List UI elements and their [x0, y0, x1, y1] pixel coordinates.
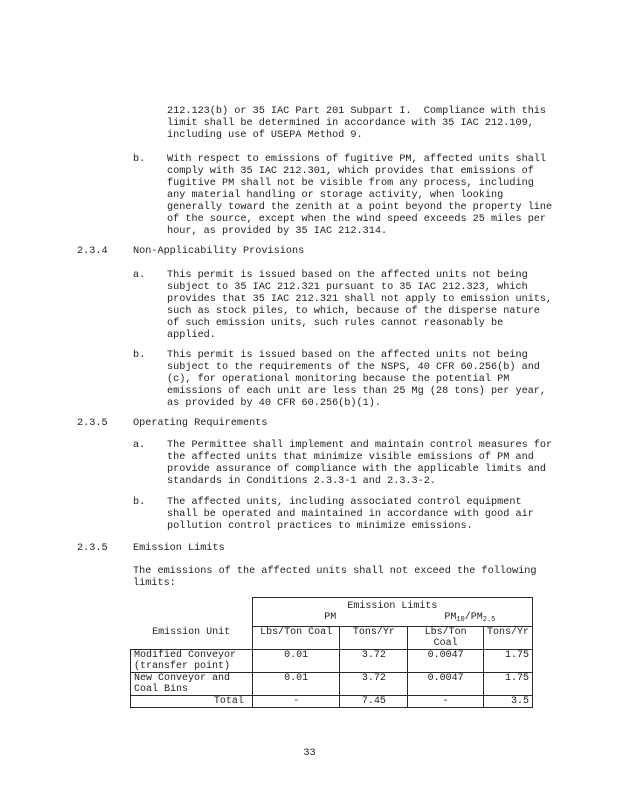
section-number: 2.3.4 [77, 246, 108, 257]
col-lbs-pm: Lbs/Ton Coal [252, 627, 340, 650]
item-b-text: With respect to emissions of fugitive PM, affected units shall comply with 35 IAC 212.301, which provides that emissions of fugitive PM shall not be visible from any process, including any material handling or storage activity, when looking generally toward the zenith at a point beyond the property line of the source, except when the wind speed exceeds 25 miles per hour, as provided by 35 IAC 212.314. [167, 154, 553, 237]
table-pollutant-header-row [131, 612, 533, 627]
emission-limits-intro: The emissions of the affected units shall not exceed the following limits: [133, 566, 537, 589]
lbs-pm-cell: 0.01 [252, 673, 340, 696]
item-a-label: a. [133, 270, 146, 281]
lbs-pm10-cell: 0.0047 [408, 650, 484, 673]
section-number: 2.3.5 [77, 418, 108, 429]
tons-pm10-cell: 1.75 [483, 650, 532, 673]
col-emission-unit: Emission Unit [131, 627, 253, 650]
table-row [131, 673, 533, 696]
total-tons-pm: 7.45 [340, 696, 408, 708]
total-lbs-pm: - [252, 696, 340, 708]
item-a-text: The Permittee shall implement and maintain control measures for the affected units that minimize visible emissions of PM and provide assurance of compliance with the applicable limits and standards in Conditions 2.3.3-1 and 2.3.3-2. [167, 440, 553, 487]
group-header: Emission Limits [252, 598, 532, 613]
total-label: Total [131, 696, 253, 708]
unit-cell: Modified Conveyor (transfer point) [131, 650, 253, 673]
table-column-header-row [131, 627, 533, 650]
tons-pm-cell: 3.72 [340, 650, 408, 673]
col-tons-pm10: Tons/Yr [483, 627, 532, 650]
page-number: 33 [303, 748, 316, 759]
section-title: Operating Requirements [133, 418, 268, 429]
tons-pm-cell: 3.72 [340, 673, 408, 696]
total-tons-pm10: 3.5 [483, 696, 532, 708]
lbs-pm10-cell: 0.0047 [408, 673, 484, 696]
tons-pm10-cell: 1.75 [483, 673, 532, 696]
unit-cell: New Conveyor and Coal Bins [131, 673, 253, 696]
item-b-text: The affected units, including associated control equipment shall be operated and maintained in accordance with good air pollution control practices to minimize emissions. [167, 497, 534, 532]
table-total-row [131, 696, 533, 708]
pm10-header: $PM_{10}/PM_{2.5}$ [408, 612, 533, 627]
pm-header: PM [252, 612, 407, 627]
table-row [131, 650, 533, 673]
continuation-text: 212.123(b) or 35 IAC Part 201 Subpart I. Compliance with this limit shall be determined in accordance with 35 IAC 212.109, including use of USEPA Method 9. [167, 106, 547, 141]
table-group-header-row [131, 598, 533, 613]
item-b-text: This permit is issued based on the affected units not being subject to the requirements of the NSPS, 40 CFR 60.256(b) and (c), for operational monitoring because the potential PM emissions of each unit are less than 25 Mg (28 tons) per year, as provided by 40 CFR 60.256(b)(1). [167, 350, 547, 409]
section-title: Non-Applicability Provisions [133, 246, 305, 257]
section-number: 2.3.5 [77, 543, 108, 554]
item-b-label: b. [133, 497, 146, 508]
item-a-text: This permit is issued based on the affected units not being subject to 35 IAC 212.321 pursuant to 35 IAC 212.323, which provides that 35 IAC 212.321 shall not apply to emission units, such as stock piles, to which, because of the disperse nature of such emission units, such rules cannot reasonably be applied. [167, 270, 553, 341]
section-title: Emission Limits [133, 543, 225, 554]
col-tons-pm: Tons/Yr [340, 627, 408, 650]
item-a-label: a. [133, 440, 146, 451]
total-lbs-pm10: - [408, 696, 484, 708]
emission-limits-table [130, 597, 533, 708]
item-b-label: b. [133, 350, 146, 361]
col-lbs-pm10: Lbs/Ton Coal [408, 627, 484, 650]
lbs-pm-cell: 0.01 [252, 650, 340, 673]
item-b-label: b. [133, 154, 146, 165]
